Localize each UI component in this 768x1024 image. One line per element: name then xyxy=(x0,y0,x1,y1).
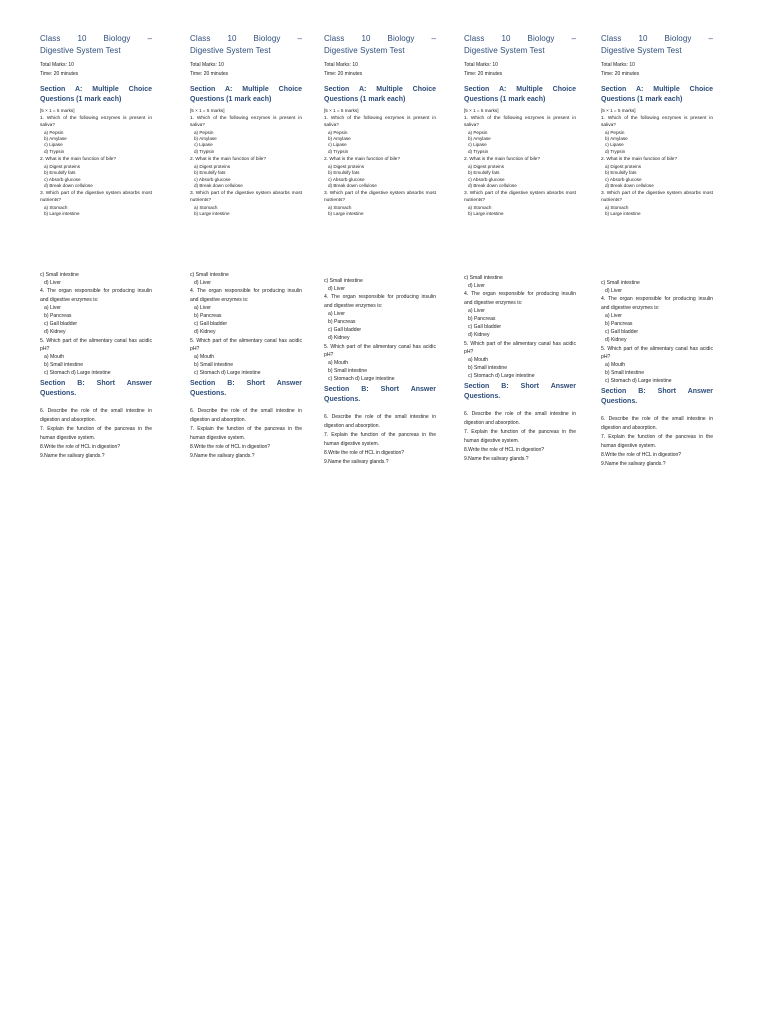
test-page-bottom-segment xyxy=(40,271,152,461)
q4-option: c) Gall bladder xyxy=(328,327,362,334)
q1-option: a) Pepsin xyxy=(605,129,625,135)
q1-option: c) Lipase xyxy=(328,142,347,148)
q2-option: d) Break down cellulose xyxy=(44,183,93,189)
question-6: 6. Describe the role of the small intestine in digestion and absorption. xyxy=(601,415,713,431)
q4-option: c) Gall bladder xyxy=(605,329,639,336)
q3-option: b) Large intestine xyxy=(468,211,504,217)
q4-option: c) Gall bladder xyxy=(194,321,228,328)
test-page-bottom-segment xyxy=(601,279,713,469)
q4-option: b) Pancreas xyxy=(605,321,633,328)
q3-option: d) Liver xyxy=(328,286,345,293)
question-8: 8.Write the role of HCL in digestion? xyxy=(601,451,682,458)
question-5: 5. Which part of the alimentary canal has acidic pH? xyxy=(190,337,302,352)
total-marks: Total Marks: 10 xyxy=(190,62,224,68)
q5-option: c) Stomach d) Large intestine xyxy=(605,378,672,385)
q2-option: a) Digest proteins xyxy=(194,163,231,169)
marks-note: [5 × 1 = 5 marks] xyxy=(464,108,499,113)
question-7: 7. Explain the function of the pancreas in the human digestive system. xyxy=(324,431,436,447)
section-a-heading-line2: Questions (1 mark each) xyxy=(464,96,546,103)
question-1: 1. Which of the following enzymes is present in saliva? xyxy=(190,116,302,128)
q1-option: a) Pepsin xyxy=(44,129,64,135)
q4-option: a) Liver xyxy=(605,312,622,319)
q4-option: a) Liver xyxy=(328,310,345,317)
q4-option: d) Kidney xyxy=(468,332,490,339)
marks-note: [5 × 1 = 5 marks] xyxy=(190,108,225,113)
q3-option: d) Liver xyxy=(194,280,211,287)
q4-option: a) Liver xyxy=(44,304,61,311)
question-9: 9.Name the salivary glands.? xyxy=(464,455,529,462)
question-6: 6. Describe the role of the small intestine in digestion and absorption. xyxy=(190,407,302,423)
question-4: 4. The organ responsible for producing insulin and digestive enzymes is: xyxy=(601,296,713,311)
question-7: 7. Explain the function of the pancreas in the human digestive system. xyxy=(40,425,152,441)
question-5: 5. Which part of the alimentary canal has acidic pH? xyxy=(324,343,436,358)
question-2: 2. What is the main function of bile? xyxy=(190,157,266,163)
q1-option: a) Pepsin xyxy=(468,129,488,135)
q4-option: c) Gall bladder xyxy=(468,324,502,331)
section-a-heading-line1: Section A: Multiple Choice xyxy=(190,86,302,93)
q1-option: b) Amylase xyxy=(468,136,491,141)
q2-option: b) Emulsify fats xyxy=(328,170,360,176)
q4-option: d) Kidney xyxy=(605,337,627,344)
q1-option: d) Trypsin xyxy=(468,148,489,154)
section-a-heading-line1: Section A: Multiple Choice xyxy=(464,86,576,93)
section-b-heading-line2: Questions. xyxy=(601,397,638,405)
q2-option: c) Absorb glucose xyxy=(328,176,365,182)
q5-option: a) Mouth xyxy=(194,354,215,361)
section-a-heading-line2: Questions (1 mark each) xyxy=(601,96,683,103)
section-a-heading-line2: Questions (1 mark each) xyxy=(324,96,406,103)
q1-option: d) Trypsin xyxy=(605,148,626,154)
time-limit: Time: 20 minutes xyxy=(601,71,640,77)
q3-option: b) Large intestine xyxy=(194,211,230,217)
q3-option: c) Small intestine xyxy=(464,275,503,281)
q2-option: b) Emulsify fats xyxy=(605,170,637,176)
question-5: 5. Which part of the alimentary canal has acidic pH? xyxy=(40,337,152,352)
q4-option: d) Kidney xyxy=(194,329,216,336)
question-3: 3. Which part of the digestive system absorbs most nutrients? xyxy=(464,191,576,204)
section-a-heading-line1: Section A: Multiple Choice xyxy=(601,86,713,93)
q1-option: b) Amylase xyxy=(328,136,351,141)
question-7: 7. Explain the function of the pancreas in the human digestive system. xyxy=(190,425,302,441)
q2-option: d) Break down cellulose xyxy=(194,183,243,189)
total-marks: Total Marks: 10 xyxy=(40,62,74,68)
section-b-heading-line1: Section B: Short Answer xyxy=(464,382,576,390)
question-7: 7. Explain the function of the pancreas in the human digestive system. xyxy=(464,428,576,444)
question-9: 9.Name the salivary glands.? xyxy=(324,458,389,465)
question-6: 6. Describe the role of the small intestine in digestion and absorption. xyxy=(324,413,436,429)
question-3: 3. Which part of the digestive system absorbs most nutrients? xyxy=(190,191,302,204)
q2-option: d) Break down cellulose xyxy=(605,183,654,189)
marks-note: [5 × 1 = 5 marks] xyxy=(40,108,75,113)
q4-option: b) Pancreas xyxy=(44,313,72,320)
q5-option: b) Small intestine xyxy=(605,370,645,377)
question-4: 4. The organ responsible for producing insulin and digestive enzymes is: xyxy=(190,288,302,303)
test-title-line2: Digestive System Test xyxy=(324,46,405,55)
q2-option: b) Emulsify fats xyxy=(44,170,76,176)
marks-note: [5 × 1 = 5 marks] xyxy=(324,108,359,113)
question-3: 3. Which part of the digestive system absorbs most nutrients? xyxy=(601,191,713,204)
time-limit: Time: 20 minutes xyxy=(324,71,363,77)
q1-option: d) Trypsin xyxy=(194,148,215,154)
question-8: 8.Write the role of HCL in digestion? xyxy=(324,449,405,456)
q1-option: c) Lipase xyxy=(194,142,213,148)
q5-option: a) Mouth xyxy=(605,362,626,369)
test-page-bottom-segment xyxy=(464,274,576,464)
q1-option: c) Lipase xyxy=(44,142,63,148)
q3-option: c) Small intestine xyxy=(324,278,363,284)
test-page-top-segment xyxy=(40,33,152,217)
q3-option: b) Large intestine xyxy=(44,211,80,217)
q5-option: a) Mouth xyxy=(44,354,65,361)
q1-option: c) Lipase xyxy=(468,142,487,148)
q4-option: d) Kidney xyxy=(44,329,66,336)
q1-option: a) Pepsin xyxy=(328,129,348,135)
question-1: 1. Which of the following enzymes is present in saliva? xyxy=(601,116,713,128)
q3-option: c) Small intestine xyxy=(190,272,229,278)
q2-option: c) Absorb glucose xyxy=(194,176,231,182)
test-title-line1: Class 10 Biology – xyxy=(464,34,576,43)
q3-option: a) Stomach xyxy=(194,204,218,210)
test-page-top-segment xyxy=(464,33,576,217)
q5-option: b) Small intestine xyxy=(328,368,368,375)
q4-option: b) Pancreas xyxy=(328,319,356,326)
q5-option: a) Mouth xyxy=(468,357,489,364)
question-4: 4. The organ responsible for producing insulin and digestive enzymes is: xyxy=(324,294,436,309)
q2-option: a) Digest proteins xyxy=(328,163,365,169)
test-page-top-segment xyxy=(324,33,436,217)
q1-option: b) Amylase xyxy=(44,136,67,141)
q4-option: d) Kidney xyxy=(328,335,350,342)
question-3: 3. Which part of the digestive system absorbs most nutrients? xyxy=(324,191,436,204)
question-9: 9.Name the salivary glands.? xyxy=(601,460,666,467)
marks-note: [5 × 1 = 5 marks] xyxy=(601,108,636,113)
q5-option: b) Small intestine xyxy=(194,362,234,369)
q4-option: a) Liver xyxy=(468,307,485,314)
section-b-heading-line1: Section B: Short Answer xyxy=(601,387,713,395)
q3-option: c) Small intestine xyxy=(40,272,79,278)
section-b-heading-line1: Section B: Short Answer xyxy=(324,385,436,393)
time-limit: Time: 20 minutes xyxy=(190,71,229,77)
q1-option: b) Amylase xyxy=(605,136,628,141)
total-marks: Total Marks: 10 xyxy=(324,62,358,68)
section-b-heading-line2: Questions. xyxy=(464,392,501,400)
q1-option: b) Amylase xyxy=(194,136,217,141)
q1-option: a) Pepsin xyxy=(194,129,214,135)
q4-option: a) Liver xyxy=(194,304,211,311)
question-8: 8.Write the role of HCL in digestion? xyxy=(40,443,121,450)
q5-option: c) Stomach d) Large intestine xyxy=(44,370,111,377)
section-a-heading-line1: Section A: Multiple Choice xyxy=(324,86,436,93)
q1-option: d) Trypsin xyxy=(44,148,65,154)
test-title-line2: Digestive System Test xyxy=(190,46,271,55)
q5-option: b) Small intestine xyxy=(44,362,84,369)
question-9: 9.Name the salivary glands.? xyxy=(40,452,105,459)
q5-option: a) Mouth xyxy=(328,360,349,367)
q3-option: b) Large intestine xyxy=(605,211,641,217)
q2-option: d) Break down cellulose xyxy=(328,183,377,189)
q2-option: d) Break down cellulose xyxy=(468,183,517,189)
test-title-line2: Digestive System Test xyxy=(40,46,121,55)
q3-option: b) Large intestine xyxy=(328,211,364,217)
question-1: 1. Which of the following enzymes is present in saliva? xyxy=(324,116,436,128)
q3-option: a) Stomach xyxy=(468,204,492,210)
q2-option: b) Emulsify fats xyxy=(194,170,226,176)
q3-option: d) Liver xyxy=(44,280,61,287)
question-9: 9.Name the salivary glands.? xyxy=(190,452,255,459)
section-b-heading-line2: Questions. xyxy=(190,389,227,397)
q4-option: b) Pancreas xyxy=(194,313,222,320)
question-2: 2. What is the main function of bile? xyxy=(601,157,677,163)
test-page-bottom-segment xyxy=(190,271,302,461)
section-b-heading-line2: Questions. xyxy=(324,395,361,403)
q5-option: b) Small intestine xyxy=(468,365,508,372)
question-2: 2. What is the main function of bile? xyxy=(40,157,116,163)
question-6: 6. Describe the role of the small intestine in digestion and absorption. xyxy=(40,407,152,423)
section-b-heading-line2: Questions. xyxy=(40,389,77,397)
section-a-heading-line2: Questions (1 mark each) xyxy=(40,96,122,103)
q2-option: c) Absorb glucose xyxy=(605,176,642,182)
section-a-heading-line1: Section A: Multiple Choice xyxy=(40,86,152,93)
question-3: 3. Which part of the digestive system absorbs most nutrients? xyxy=(40,191,152,204)
test-page-top-segment xyxy=(190,33,302,217)
q3-option: a) Stomach xyxy=(328,204,352,210)
question-4: 4. The organ responsible for producing insulin and digestive enzymes is: xyxy=(464,291,576,306)
q2-option: a) Digest proteins xyxy=(468,163,505,169)
q2-option: a) Digest proteins xyxy=(605,163,642,169)
q1-option: d) Trypsin xyxy=(328,148,349,154)
test-title-line1: Class 10 Biology – xyxy=(601,34,713,43)
q5-option: c) Stomach d) Large intestine xyxy=(468,373,535,380)
total-marks: Total Marks: 10 xyxy=(464,62,498,68)
question-5: 5. Which part of the alimentary canal has acidic pH? xyxy=(601,345,713,360)
question-8: 8.Write the role of HCL in digestion? xyxy=(464,446,545,453)
question-4: 4. The organ responsible for producing insulin and digestive enzymes is: xyxy=(40,288,152,303)
time-limit: Time: 20 minutes xyxy=(40,71,79,77)
section-b-heading-line1: Section B: Short Answer xyxy=(190,379,302,387)
test-title-line2: Digestive System Test xyxy=(464,46,545,55)
question-1: 1. Which of the following enzymes is present in saliva? xyxy=(464,116,576,128)
q4-option: c) Gall bladder xyxy=(44,321,78,328)
test-title-line1: Class 10 Biology – xyxy=(324,34,436,43)
q2-option: c) Absorb glucose xyxy=(468,176,505,182)
total-marks: Total Marks: 10 xyxy=(601,62,635,68)
q1-option: c) Lipase xyxy=(605,142,624,148)
q3-option: c) Small intestine xyxy=(601,280,640,286)
q3-option: d) Liver xyxy=(468,283,485,290)
test-title-line1: Class 10 Biology – xyxy=(40,34,152,43)
q2-option: a) Digest proteins xyxy=(44,163,81,169)
test-title-line1: Class 10 Biology – xyxy=(190,34,302,43)
q3-option: a) Stomach xyxy=(44,204,68,210)
question-7: 7. Explain the function of the pancreas in the human digestive system. xyxy=(601,433,713,449)
time-limit: Time: 20 minutes xyxy=(464,71,503,77)
question-2: 2. What is the main function of bile? xyxy=(324,157,400,163)
test-title-line2: Digestive System Test xyxy=(601,46,682,55)
test-page-top-segment xyxy=(601,33,713,217)
q3-option: d) Liver xyxy=(605,288,622,295)
question-6: 6. Describe the role of the small intestine in digestion and absorption. xyxy=(464,410,576,426)
question-8: 8.Write the role of HCL in digestion? xyxy=(190,443,271,450)
q5-option: c) Stomach d) Large intestine xyxy=(194,370,261,377)
test-page-bottom-segment xyxy=(324,277,436,467)
q5-option: c) Stomach d) Large intestine xyxy=(328,376,395,383)
section-a-heading-line2: Questions (1 mark each) xyxy=(190,96,272,103)
section-b-heading-line1: Section B: Short Answer xyxy=(40,379,152,387)
q4-option: b) Pancreas xyxy=(468,316,496,323)
q2-option: b) Emulsify fats xyxy=(468,170,500,176)
q2-option: c) Absorb glucose xyxy=(44,176,81,182)
question-2: 2. What is the main function of bile? xyxy=(464,157,540,163)
q3-option: a) Stomach xyxy=(605,204,629,210)
question-1: 1. Which of the following enzymes is present in saliva? xyxy=(40,116,152,128)
question-5: 5. Which part of the alimentary canal has acidic pH? xyxy=(464,340,576,355)
